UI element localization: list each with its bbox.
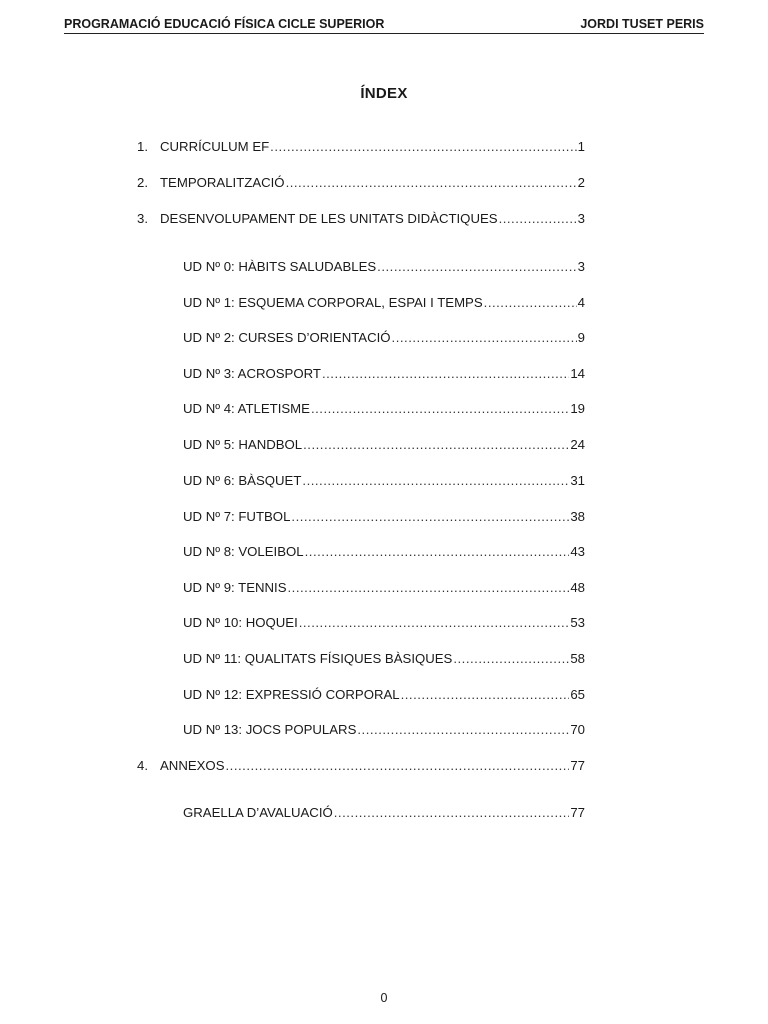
toc-leader-dots	[484, 294, 577, 312]
toc-entry-page: 24	[570, 437, 585, 452]
toc-entry-label: CURRÍCULUM EF	[160, 139, 270, 154]
toc-entry-label: UD Nº 13: JOCS POPULARS	[183, 722, 357, 737]
toc-entry[interactable]	[0, 210, 768, 228]
toc-entry-label: UD Nº 1: ESQUEMA CORPORAL, ESPAI I TEMPS	[183, 295, 483, 310]
toc-entry-page: 19	[570, 401, 585, 416]
toc-entry[interactable]	[0, 472, 768, 490]
toc-entry-label: TEMPORALITZACIÓ	[160, 175, 285, 190]
toc-entry[interactable]	[0, 138, 768, 156]
toc-entry-line	[183, 508, 585, 526]
toc-entry[interactable]	[0, 508, 768, 526]
toc-entry-page: 77	[570, 758, 585, 773]
toc-entry-label: GRAELLA D’AVALUACIÓ	[183, 805, 333, 820]
toc-entry-label: UD Nº 4: ATLETISME	[183, 401, 310, 416]
toc-entry-label: DESENVOLUPAMENT DE LES UNITATS DIDÀCTIQUES	[160, 211, 498, 226]
toc-entry-label: UD Nº 12: EXPRESSIÓ CORPORAL	[183, 687, 400, 702]
toc-leader-dots	[499, 210, 577, 228]
page-header	[64, 17, 704, 34]
toc-leader-dots	[302, 472, 569, 490]
toc-entry-line	[183, 365, 585, 383]
toc-entry-number: 1.	[137, 139, 148, 154]
toc-entry-line	[160, 757, 585, 775]
header-document-title: PROGRAMACIÓ EDUCACIÓ FÍSICA CICLE SUPERIOR	[64, 17, 385, 31]
toc-entry-label: UD Nº 10: HOQUEI	[183, 615, 298, 630]
toc-leader-dots	[392, 329, 577, 347]
toc-entry-page: 65	[570, 687, 585, 702]
toc-entry[interactable]	[0, 757, 768, 775]
toc-leader-dots	[270, 138, 576, 156]
page-number: 0	[380, 991, 388, 1005]
toc-leader-dots	[401, 686, 570, 704]
toc-entry-line	[183, 686, 585, 704]
toc-leader-dots	[322, 365, 569, 383]
toc-entry[interactable]	[0, 329, 768, 347]
toc-entry-page: 38	[570, 509, 585, 524]
toc-leader-dots	[453, 650, 569, 668]
toc-entry-page: 43	[570, 544, 585, 559]
toc-entry-page: 9	[577, 330, 585, 345]
toc-entry-page: 48	[570, 580, 585, 595]
toc-entry[interactable]	[0, 365, 768, 383]
toc-leader-dots	[288, 579, 570, 597]
toc-entry[interactable]	[0, 258, 768, 276]
toc-leader-dots	[291, 508, 569, 526]
toc-entry-number: 2.	[137, 175, 148, 190]
toc-entry-label: UD Nº 9: TENNIS	[183, 580, 287, 595]
toc-entry-line	[183, 579, 585, 597]
toc-entry-line	[183, 650, 585, 668]
toc-entry-page: 53	[570, 615, 585, 630]
toc-entry-label: UD Nº 7: FUTBOL	[183, 509, 291, 524]
toc-entry-label: UD Nº 5: HANDBOL	[183, 437, 303, 452]
toc-entry-label: UD Nº 11: QUALITATS FÍSIQUES BÀSIQUES	[183, 651, 453, 666]
toc-entry[interactable]	[0, 174, 768, 192]
toc-entry-label: UD Nº 3: ACROSPORT	[183, 366, 321, 381]
toc-leader-dots	[357, 721, 569, 739]
toc-entry[interactable]	[0, 686, 768, 704]
toc-leader-dots	[299, 614, 570, 632]
toc-entry-label: UD Nº 6: BÀSQUET	[183, 473, 302, 488]
toc-entry[interactable]	[0, 804, 768, 822]
toc-entry[interactable]	[0, 543, 768, 561]
toc-entry-line	[183, 804, 585, 822]
toc-leader-dots	[286, 174, 577, 192]
toc-entry-page: 2	[577, 175, 585, 190]
toc-leader-dots	[305, 543, 570, 561]
toc-entry-label: UD Nº 0: HÀBITS SALUDABLES	[183, 259, 377, 274]
toc-entry-number: 3.	[137, 211, 148, 226]
toc-entry-label: UD Nº 8: VOLEIBOL	[183, 544, 304, 559]
toc-entry-line	[183, 614, 585, 632]
toc-entry-label: ANNEXOS	[160, 758, 225, 773]
toc-entry-line	[183, 329, 585, 347]
toc-entry-line	[183, 400, 585, 418]
toc-entry[interactable]	[0, 614, 768, 632]
toc-entry[interactable]	[0, 294, 768, 312]
toc-entry-line	[160, 138, 585, 156]
toc-leader-dots	[377, 258, 576, 276]
toc-entry-line	[183, 472, 585, 490]
toc-entry-page: 58	[570, 651, 585, 666]
toc-entry-line	[160, 174, 585, 192]
toc-entry-line	[183, 294, 585, 312]
toc-entry-page: 3	[577, 259, 585, 274]
toc-entry[interactable]	[0, 721, 768, 739]
toc-entry-line	[183, 721, 585, 739]
toc-leader-dots	[226, 757, 570, 775]
header-author: JORDI TUSET PERIS	[580, 17, 704, 31]
index-title: ÍNDEX	[360, 85, 408, 102]
toc-entry[interactable]	[0, 579, 768, 597]
toc-leader-dots	[303, 436, 569, 454]
toc-entry-page: 4	[577, 295, 585, 310]
toc-entry[interactable]	[0, 400, 768, 418]
toc-entry-line	[183, 258, 585, 276]
toc-entry-line	[183, 543, 585, 561]
toc-entry-page: 77	[570, 805, 585, 820]
toc-entry-page: 14	[570, 366, 585, 381]
toc-entry-page: 31	[570, 473, 585, 488]
toc-entry-page: 70	[570, 722, 585, 737]
toc-entry[interactable]	[0, 436, 768, 454]
toc-entry-line	[183, 436, 585, 454]
toc-entry-number: 4.	[137, 758, 148, 773]
toc-entry-label: UD Nº 2: CURSES D’ORIENTACIÓ	[183, 330, 391, 345]
toc-entry-page: 1	[577, 139, 585, 154]
toc-entry-line	[160, 210, 585, 228]
toc-leader-dots	[311, 400, 569, 418]
toc-leader-dots	[334, 804, 570, 822]
toc-entry[interactable]	[0, 650, 768, 668]
toc-entry-page: 3	[577, 211, 585, 226]
